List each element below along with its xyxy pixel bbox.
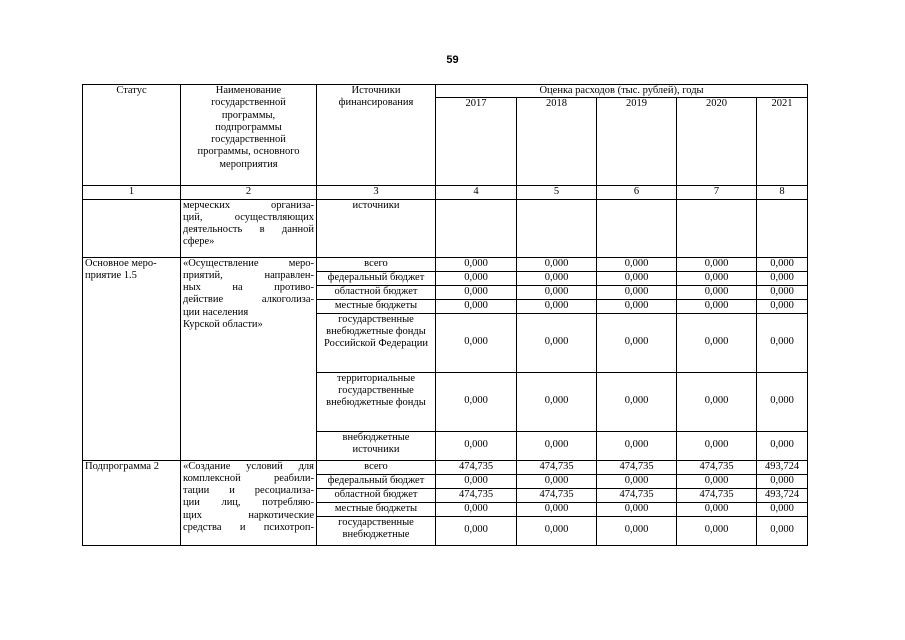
source-cell: всего xyxy=(317,460,436,474)
value-cell: 0,000 xyxy=(597,474,677,488)
value-cell: 0,000 xyxy=(757,502,808,516)
value-cell: 0,000 xyxy=(517,516,597,545)
col-num: 4 xyxy=(436,186,517,199)
value-cell: 0,000 xyxy=(517,372,597,431)
value-cell: 0,000 xyxy=(677,299,757,313)
column-numbers-row xyxy=(83,186,808,199)
value-cell: 0,000 xyxy=(517,257,597,271)
source-cell: местные бюджеты xyxy=(317,502,436,516)
value-cell: 0,000 xyxy=(677,257,757,271)
col-num: 5 xyxy=(517,186,597,199)
value-cell: 474,735 xyxy=(436,460,517,474)
source-cell: местные бюджеты xyxy=(317,299,436,313)
value-cell: 474,735 xyxy=(677,488,757,502)
col-num: 3 xyxy=(317,186,436,199)
header-status: Статус xyxy=(83,85,181,186)
value-cell: 0,000 xyxy=(677,516,757,545)
value-cell: 474,735 xyxy=(677,460,757,474)
source-cell: федеральный бюджет xyxy=(317,474,436,488)
value-cell: 474,735 xyxy=(517,488,597,502)
value-cell: 474,735 xyxy=(597,488,677,502)
value-cell: 0,000 xyxy=(757,474,808,488)
value-cell: 0,000 xyxy=(436,313,517,372)
col-num: 2 xyxy=(181,186,317,199)
value-cell: 0,000 xyxy=(677,313,757,372)
table-row xyxy=(83,460,808,474)
value-cell: 0,000 xyxy=(597,285,677,299)
value-cell: 0,000 xyxy=(436,285,517,299)
value-cell: 0,000 xyxy=(677,502,757,516)
value-cell: 0,000 xyxy=(677,474,757,488)
value-cell: 0,000 xyxy=(757,299,808,313)
value-cell: 493,724 xyxy=(757,460,808,474)
year-2019: 2019 xyxy=(597,98,677,186)
expenditure-table xyxy=(82,84,808,546)
value-cell: 0,000 xyxy=(517,285,597,299)
value-cell: 0,000 xyxy=(677,285,757,299)
value-cell: 0,000 xyxy=(436,516,517,545)
value-cell: 0,000 xyxy=(517,431,597,460)
value-cell: 0,000 xyxy=(597,431,677,460)
cont-name: мерческих организа- ций, осуществляющих деятельность в данной сфере» xyxy=(181,199,317,257)
value-cell: 0,000 xyxy=(757,516,808,545)
value-cell: 0,000 xyxy=(436,431,517,460)
value-cell: 0,000 xyxy=(436,372,517,431)
value-cell: 0,000 xyxy=(677,431,757,460)
header-sources: Источники финансирования xyxy=(317,85,436,186)
value-cell: 0,000 xyxy=(517,299,597,313)
year-2017: 2017 xyxy=(436,98,517,186)
header-row-1 xyxy=(83,85,808,98)
value-cell: 0,000 xyxy=(436,257,517,271)
source-cell: всего xyxy=(317,257,436,271)
value-cell: 493,724 xyxy=(757,488,808,502)
year-2021: 2021 xyxy=(757,98,808,186)
table-row xyxy=(83,257,808,271)
value-cell: 0,000 xyxy=(517,474,597,488)
value-cell: 474,735 xyxy=(597,460,677,474)
source-cell: областной бюджет xyxy=(317,285,436,299)
value-cell: 0,000 xyxy=(436,271,517,285)
value-cell: 0,000 xyxy=(597,372,677,431)
value-cell: 0,000 xyxy=(517,502,597,516)
cont-cell xyxy=(597,199,677,257)
page-number: 59 xyxy=(446,54,459,66)
continuation-row xyxy=(83,199,808,257)
col-num: 8 xyxy=(757,186,808,199)
cont-cell xyxy=(677,199,757,257)
value-cell: 0,000 xyxy=(436,502,517,516)
value-cell: 0,000 xyxy=(436,299,517,313)
cont-cell xyxy=(436,199,517,257)
source-cell: государственные внебюджетные фонды Российской Федерации xyxy=(317,313,436,372)
value-cell: 0,000 xyxy=(757,285,808,299)
source-cell: внебюджетные источники xyxy=(317,431,436,460)
value-cell: 0,000 xyxy=(757,313,808,372)
value-cell: 0,000 xyxy=(517,271,597,285)
year-2018: 2018 xyxy=(517,98,597,186)
cont-status xyxy=(83,199,181,257)
value-cell: 0,000 xyxy=(597,271,677,285)
source-cell: областной бюджет xyxy=(317,488,436,502)
value-cell: 0,000 xyxy=(597,313,677,372)
value-cell: 474,735 xyxy=(517,460,597,474)
status-event-1-5: Основное меро- приятие 1.5 xyxy=(83,257,181,460)
value-cell: 0,000 xyxy=(597,516,677,545)
value-cell: 0,000 xyxy=(517,313,597,372)
name-event-1-5: «Осуществление меро- приятий, направлен- ных на противо- действие алкоголиза- ции населения Курской области» xyxy=(181,257,317,460)
cont-cell xyxy=(757,199,808,257)
value-cell: 0,000 xyxy=(757,372,808,431)
value-cell: 0,000 xyxy=(677,372,757,431)
value-cell: 0,000 xyxy=(597,257,677,271)
value-cell: 0,000 xyxy=(677,271,757,285)
value-cell: 0,000 xyxy=(597,299,677,313)
name-subprogram-2: «Создание условий для комплексной реабили- тации и ресоциализа- ции лиц, потребляю- щих наркотические средства и психотроп- xyxy=(181,460,317,545)
source-cell: территориальные государственные внебюджетные фонды xyxy=(317,372,436,431)
cont-source: источники xyxy=(317,199,436,257)
year-2020: 2020 xyxy=(677,98,757,186)
value-cell: 0,000 xyxy=(757,431,808,460)
cont-cell xyxy=(517,199,597,257)
col-num: 7 xyxy=(677,186,757,199)
col-num: 6 xyxy=(597,186,677,199)
value-cell: 0,000 xyxy=(436,474,517,488)
source-cell: государственные внебюджетные xyxy=(317,516,436,545)
header-estimate: Оценка расходов (тыс. рублей), годы xyxy=(436,85,808,98)
value-cell: 0,000 xyxy=(757,271,808,285)
header-name: Наименование государственной программы, подпрограммы государственной программы, основного мероприятия xyxy=(181,85,317,186)
source-cell: федеральный бюджет xyxy=(317,271,436,285)
value-cell: 474,735 xyxy=(436,488,517,502)
value-cell: 0,000 xyxy=(597,502,677,516)
status-subprogram-2: Подпрограмма 2 xyxy=(83,460,181,545)
value-cell: 0,000 xyxy=(757,257,808,271)
col-num: 1 xyxy=(83,186,181,199)
